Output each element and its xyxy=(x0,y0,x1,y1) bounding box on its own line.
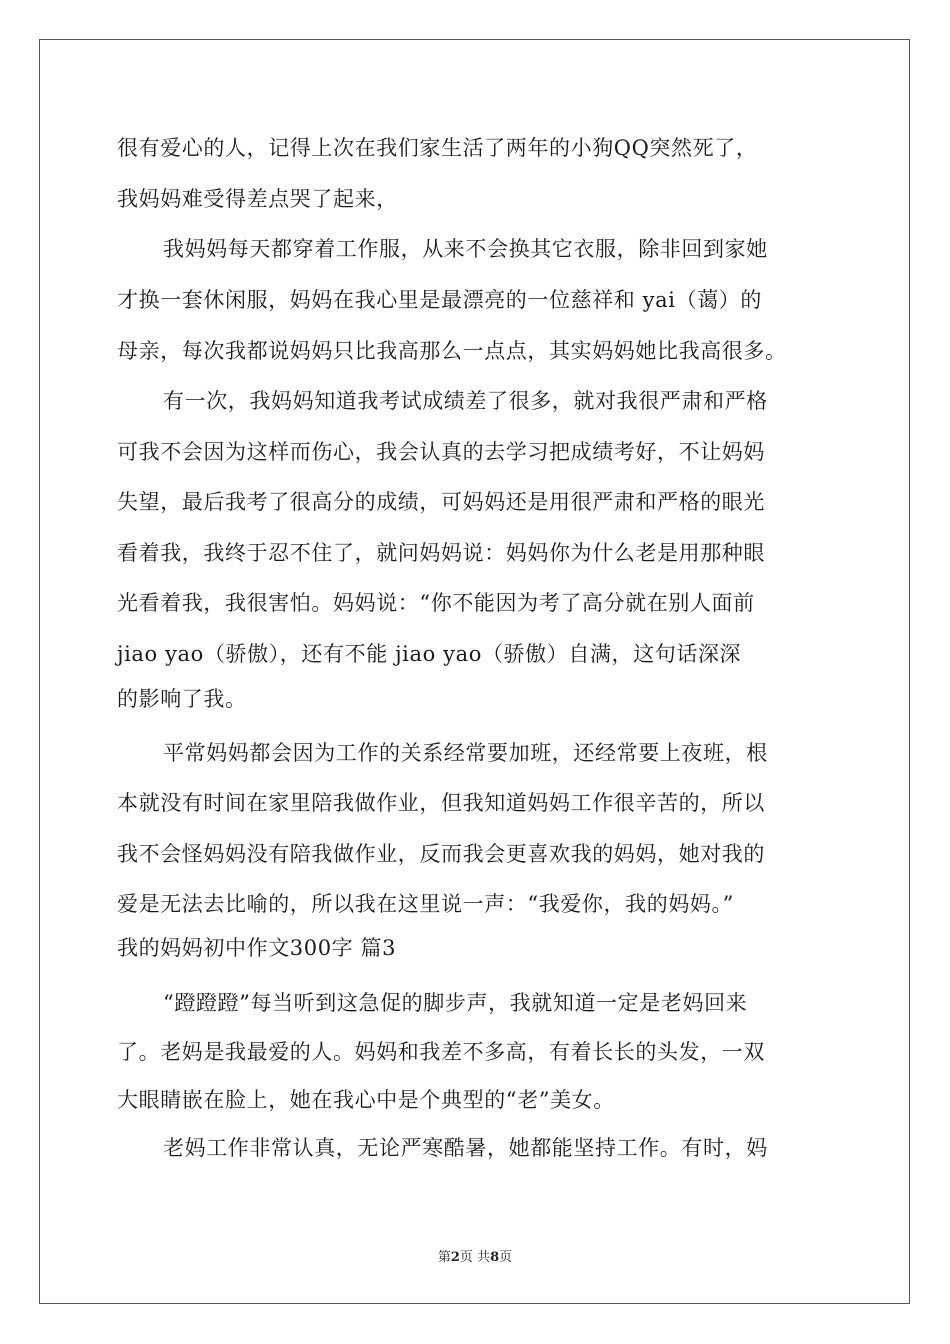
text-line: 失望，最后我考了很高分的成绩，可妈妈还是用很严肃和严格的眼光 xyxy=(117,490,765,514)
footer-mid: 页 共 xyxy=(459,1250,491,1265)
text-line: 的影响了我。 xyxy=(117,687,247,711)
text-line: jiao yao（骄傲），还有不能 jiao yao（骄傲）自满，这句话深深 xyxy=(117,642,742,666)
text-line: 了。老妈是我最爱的人。妈妈和我差不多高，有着长长的头发，一双 xyxy=(117,1040,765,1064)
text-line: 母亲，每次我都说妈妈只比我高那么一点点，其实妈妈她比我高很多。 xyxy=(117,339,787,363)
footer-suffix: 页 xyxy=(499,1250,513,1265)
text-line: 才换一套休闲服，妈妈在我心里是最漂亮的一位慈祥和 yai（蔼）的 xyxy=(117,288,762,312)
text-line: 光看着我，我很害怕。妈妈说：“你不能因为考了高分就在别人面前 xyxy=(117,591,755,615)
paragraph-start: 老妈工作非常认真，无论严寒酷暑，她都能坚持工作。有时，妈 xyxy=(163,1136,768,1160)
text-line: 本就没有时间在家里陪我做作业，但我知道妈妈工作很辛苦的，所以 xyxy=(117,791,765,815)
text-line: 我不会怪妈妈没有陪我做作业，反而我会更喜欢我的妈妈，她对我的 xyxy=(117,842,765,866)
paragraph-start: 平常妈妈都会因为工作的关系经常要加班，还经常要上夜班，根 xyxy=(163,741,768,765)
text-line: 很有爱心的人，记得上次在我们家生活了两年的小狗QQ突然死了， xyxy=(117,136,758,160)
paragraph-start: 我妈妈每天都穿着工作服，从来不会换其它衣服，除非回到家她 xyxy=(163,237,768,261)
footer-prefix: 第 xyxy=(437,1250,451,1265)
section-heading: 我的妈妈初中作文300字 篇3 xyxy=(117,936,397,960)
paragraph-start: “蹬蹬蹬”每当听到这急促的脚步声，我就知道一定是老妈回来 xyxy=(163,991,748,1015)
page-border xyxy=(39,39,910,1304)
text-line: 大眼睛嵌在脸上，她在我心中是个典型的“老”美女。 xyxy=(117,1088,615,1112)
text-line: 看着我，我终于忍不住了，就问妈妈说：妈妈你为什么老是用那种眼 xyxy=(117,541,765,565)
text-line: 爱是无法去比喻的，所以我在这里说一声：“我爱你，我的妈妈。” xyxy=(117,892,734,916)
total-page-number: 8 xyxy=(490,1250,500,1265)
text-line: 可我不会因为这样而伤心，我会认真的去学习把成绩考好，不让妈妈 xyxy=(117,440,765,464)
paragraph-start: 有一次，我妈妈知道我考试成绩差了很多，就对我很严肃和严格 xyxy=(163,389,768,413)
page-footer xyxy=(0,1250,950,1266)
current-page-number: 2 xyxy=(450,1250,460,1265)
text-line: 我妈妈难受得差点哭了起来， xyxy=(117,187,398,211)
